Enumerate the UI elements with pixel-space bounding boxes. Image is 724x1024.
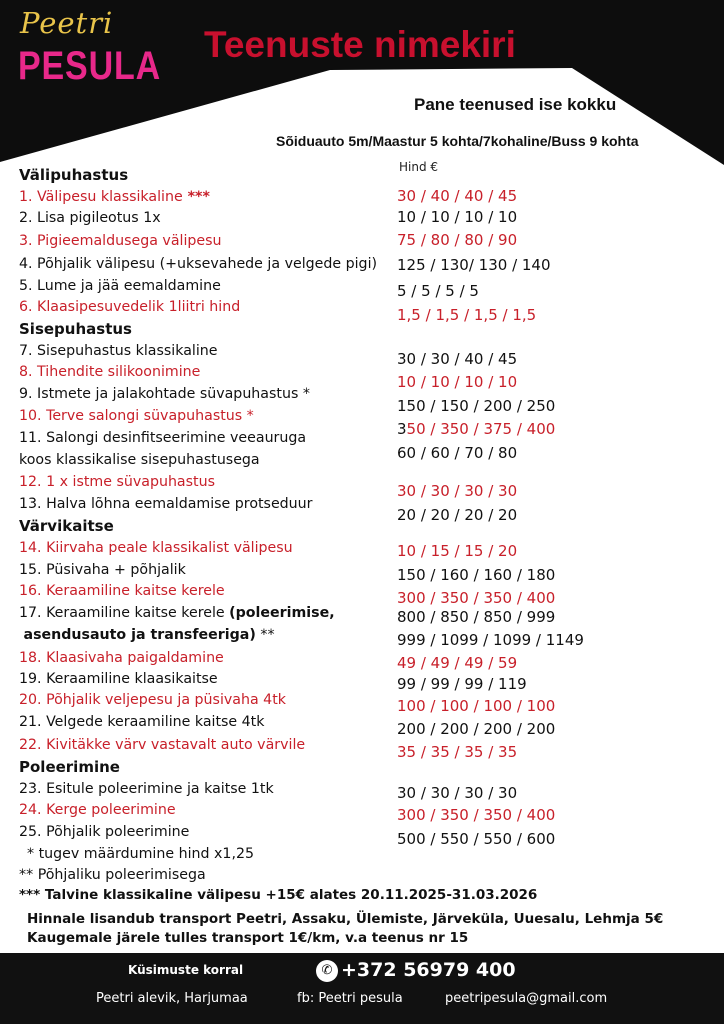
service-label: 18. Klaasivaha paigaldamine	[19, 650, 224, 666]
service-price: 10 / 10 / 10 / 10	[397, 373, 518, 391]
service-label: 11. Salongi desinfitseerimine veeauruga	[19, 430, 307, 446]
note-winter-wash: *** Talvine klassikaline välipesu +15€ alates 20.11.2025-31.03.2026	[19, 887, 538, 903]
service-label: 20. Põhjalik veljepesu ja püsivaha 4tk	[19, 692, 286, 708]
service-label: 16. Keraamiline kaitse kerele	[19, 583, 225, 599]
price-column-header: Hind €	[399, 160, 439, 174]
service-label: 24. Kerge poleerimine	[19, 802, 176, 818]
contact-prompt: Küsimuste korral	[128, 963, 244, 977]
service-price: 999 / 1099 / 1099 / 1149	[397, 631, 584, 649]
logo-script-text: Peetri	[20, 6, 114, 40]
service-price: 350 / 350 / 375 / 400	[397, 420, 556, 438]
service-price: 60 / 60 / 70 / 80	[397, 444, 518, 462]
logo-name: PESULA	[18, 44, 162, 88]
service-label: 15. Püsivaha + põhjalik	[19, 562, 186, 578]
service-label: 10. Terve salongi süvapuhastus *	[19, 408, 254, 424]
service-price: 150 / 150 / 200 / 250	[397, 397, 556, 415]
service-price: 200 / 200 / 200 / 200	[397, 720, 556, 738]
service-price: 10 / 10 / 10 / 10	[397, 208, 518, 226]
service-price: 30 / 40 / 40 / 45	[397, 187, 518, 205]
page-subtitle: Pane teenused ise kokku	[414, 95, 617, 114]
email-link[interactable]: peetripesula@gmail.com	[445, 991, 608, 1006]
note-transport-distance: Kaugemale järele tulles transport 1€/km, v.a teenus nr 15	[27, 930, 469, 946]
phone-number[interactable]: ✆ +372 56979 400	[316, 959, 516, 982]
service-label: 25. Põhjalik poleerimine	[19, 824, 190, 840]
section-heading-paint-protection: Värvikaitse	[19, 517, 114, 535]
service-price: 800 / 850 / 850 / 999	[397, 608, 556, 626]
service-label: 14. Kiirvaha peale klassikalist välipesu	[19, 540, 293, 556]
service-label: 12. 1 x istme süvapuhastus	[19, 474, 215, 490]
service-star-marker: ***	[182, 189, 210, 205]
service-label: 6. Klaasipesuvedelik 1liitri hind	[19, 299, 241, 315]
service-price: 30 / 30 / 30 / 30	[397, 482, 518, 500]
vehicle-categories: Sõiduauto 5m/Maastur 5 kohta/7kohaline/Buss 9 kohta	[276, 133, 639, 149]
service-price: 125 / 130/ 130 / 140	[397, 256, 551, 274]
service-price: 49 / 49 / 49 / 59	[397, 654, 518, 672]
service-label: 8. Tihendite silikoonimine	[19, 364, 201, 380]
service-label: 23. Esitule poleerimine ja kaitse 1tk	[19, 781, 274, 797]
service-label-continued: asendusauto ja transfeeriga) **	[23, 627, 275, 643]
service-label: 2. Lisa pigileotus 1x	[19, 210, 161, 226]
phone-icon: ✆	[316, 960, 338, 982]
service-price: 150 / 160 / 160 / 180	[397, 566, 556, 584]
service-price: 5 / 5 / 5 / 5	[397, 282, 479, 300]
service-price: 30 / 30 / 40 / 45	[397, 350, 518, 368]
service-label: 17. Keraamiline kaitse kerele (poleerimise,	[19, 605, 335, 621]
service-label: 13. Halva lõhna eemaldamise protseduur	[19, 496, 313, 512]
service-price: 99 / 99 / 99 / 119	[397, 675, 527, 693]
service-price: 35 / 35 / 35 / 35	[397, 743, 518, 761]
service-label: 3. Pigieemaldusega välipesu	[19, 233, 222, 249]
service-price: 300 / 350 / 350 / 400	[397, 589, 556, 607]
note-polishing: ** Põhjaliku poleerimisega	[19, 867, 206, 883]
service-price: 10 / 15 / 15 / 20	[397, 542, 518, 560]
service-label: 22. Kivitäkke värv vastavalt auto värvile	[19, 737, 306, 753]
note-soiling-surcharge: * tugev määrdumine hind x1,25	[27, 846, 255, 862]
service-price: 500 / 550 / 550 / 600	[397, 830, 556, 848]
service-label: 19. Keraamiline klaasikaitse	[19, 671, 218, 687]
section-heading-interior: Sisepuhastus	[19, 320, 132, 338]
service-label: 7. Sisepuhastus klassikaline	[19, 343, 218, 359]
service-label: 21. Velgede keraamiline kaitse 4tk	[19, 714, 265, 730]
note-transport-local: Hinnale lisandub transport Peetri, Assaku, Ülemiste, Järveküla, Uuesalu, Lehmja 5€	[27, 911, 664, 927]
service-price: 30 / 30 / 30 / 30	[397, 784, 518, 802]
service-label: 5. Lume ja jää eemaldamine	[19, 278, 221, 294]
contact-footer	[0, 953, 724, 1024]
service-price: 1,5 / 1,5 / 1,5 / 1,5	[397, 306, 537, 324]
facebook-link[interactable]: fb: Peetri pesula	[297, 991, 403, 1006]
service-price: 75 / 80 / 80 / 90	[397, 231, 518, 249]
service-label: 1. Välipesu klassikaline ***	[19, 189, 210, 205]
address: Peetri alevik, Harjumaa	[96, 991, 248, 1006]
service-price: 20 / 20 / 20 / 20	[397, 506, 518, 524]
service-label: 4. Põhjalik välipesu (+uksevahede ja velgede pigi)	[19, 256, 378, 272]
section-heading-exterior: Välipuhastus	[19, 166, 129, 184]
page-title: Teenuste nimekiri	[204, 24, 516, 65]
service-price: 100 / 100 / 100 / 100	[397, 697, 556, 715]
service-label: 9. Istmete ja jalakohtade süvapuhastus *	[19, 386, 310, 402]
service-price: 300 / 350 / 350 / 400	[397, 806, 556, 824]
service-label-continued: koos klassikalise sisepuhastusega	[19, 452, 260, 468]
section-heading-polishing: Poleerimine	[19, 758, 120, 776]
